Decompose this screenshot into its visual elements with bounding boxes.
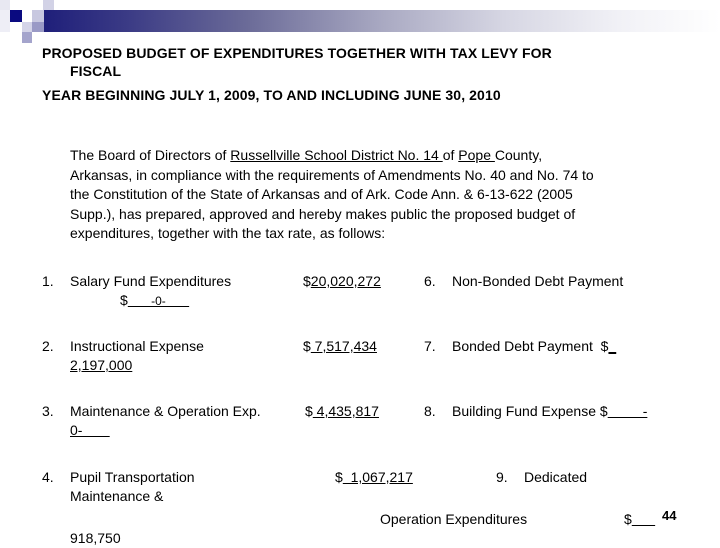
- budget-item-building-fund: [424, 402, 647, 421]
- header-square-decoration: [0, 0, 10, 10]
- budget-item-salary: [42, 272, 231, 291]
- item-amount: 918,750: [70, 530, 121, 546]
- dollar-sign: $: [305, 403, 313, 419]
- header-gradient-bar: [44, 10, 720, 32]
- item-number: 2.: [42, 338, 54, 354]
- item-number: 4.: [42, 469, 54, 485]
- page-title-line-1: PROPOSED BUDGET OF EXPENDITURES TOGETHER WITH TAX LEVY FOR: [42, 45, 552, 61]
- paragraph-text: County,: [494, 147, 543, 163]
- page-title-line-2: FISCAL: [70, 63, 122, 79]
- item-amount: 2,197,000: [70, 357, 133, 373]
- county-name: Pope: [458, 147, 495, 163]
- item-label: Salary Fund Expenditures: [70, 273, 232, 289]
- paragraph-line: Arkansas, in compliance with the requirements of Amendments No. 40 and No. 74 to: [70, 166, 594, 183]
- item-amount: -0-: [127, 294, 190, 308]
- item-amount: 20,020,272: [310, 273, 381, 289]
- item-amount: 7,517,434: [310, 338, 377, 354]
- budget-item-dedicated: [496, 468, 587, 487]
- header-square-decoration: [22, 22, 32, 32]
- paragraph-line: expenditures, together with the tax rate, as follows:: [70, 225, 386, 241]
- dollar-sign: $: [303, 273, 311, 289]
- page-number: 44: [662, 508, 677, 523]
- header-square-decoration: [43, 0, 54, 10]
- item-amount: 0-: [70, 422, 110, 438]
- paragraph-line: Supp.), has prepared, approved and hereby makes public the proposed budget of: [70, 205, 576, 222]
- item-number: 9.: [496, 469, 508, 485]
- header-square-decoration: [32, 10, 44, 22]
- header-square-decoration: [32, 22, 44, 32]
- item-amount: 4,435,817: [312, 403, 379, 419]
- item-number: 1.: [42, 273, 54, 289]
- item-number: 6.: [424, 273, 436, 289]
- item-amount: -: [607, 403, 648, 419]
- header-square-decoration: [22, 32, 32, 43]
- item-amount: 1,067,217: [342, 469, 413, 485]
- dollar-sign: $: [624, 511, 632, 527]
- budget-amount-salary: [303, 272, 381, 291]
- budget-item-label-continuation: [380, 510, 527, 529]
- budget-amount-dedicated: [624, 510, 655, 529]
- item-label: Maintenance &: [70, 488, 164, 504]
- paragraph-line: [70, 146, 700, 166]
- dollar-sign: $: [600, 338, 609, 354]
- budget-amount-instructional: [303, 337, 377, 356]
- item-number: 8.: [424, 403, 436, 419]
- paragraph-line: the Constitution of the State of Arkansas and of Ark. Code Ann. & 6-13-622 (2005: [70, 186, 573, 202]
- dollar-sign: $: [120, 292, 128, 308]
- item-label: Building Fund Expense: [452, 403, 596, 419]
- budget-item-non-bonded-debt: [424, 272, 623, 291]
- budget-item-maintenance: [42, 402, 261, 421]
- header-square-decoration: [0, 10, 10, 32]
- paragraph-text: of: [442, 147, 459, 163]
- budget-amount-continuation: [70, 356, 132, 375]
- item-label: Non-Bonded Debt Payment: [452, 273, 624, 289]
- item-number: 7.: [424, 338, 436, 354]
- dollar-sign: $: [303, 338, 311, 354]
- page-title-line-3: YEAR BEGINNING JULY 1, 2009, TO AND INCLUDING JUNE 30, 2010: [42, 87, 501, 103]
- budget-amount-maintenance: [305, 402, 379, 421]
- budget-amount-continuation: [70, 421, 110, 440]
- intro-paragraph: [70, 146, 700, 244]
- budget-item-bonded-debt: [424, 337, 616, 356]
- item-amount: [608, 338, 616, 354]
- budget-item-label-continuation: [70, 487, 163, 506]
- item-label: Pupil Transportation: [70, 469, 195, 485]
- budget-amount-continuation: [120, 291, 189, 311]
- district-name: Russellville School District No. 14: [230, 147, 443, 163]
- item-label: Dedicated: [524, 469, 588, 485]
- item-label: Instructional Expense: [70, 338, 204, 354]
- item-amount: [632, 511, 655, 527]
- budget-amount-continuation: [70, 529, 121, 548]
- item-number: 3.: [42, 403, 54, 419]
- dollar-sign: $: [335, 469, 343, 485]
- item-label: Maintenance & Operation Exp.: [70, 403, 261, 419]
- dollar-sign: $: [599, 403, 608, 419]
- budget-amount-pupil-transportation: [335, 468, 413, 487]
- item-label: Operation Expenditures: [380, 511, 528, 527]
- budget-item-instructional: [42, 337, 204, 356]
- item-label: Bonded Debt Payment: [452, 338, 593, 354]
- header-square-dark: [10, 10, 22, 22]
- paragraph-text: The Board of Directors of: [70, 147, 231, 163]
- budget-item-pupil-transportation: [42, 468, 195, 487]
